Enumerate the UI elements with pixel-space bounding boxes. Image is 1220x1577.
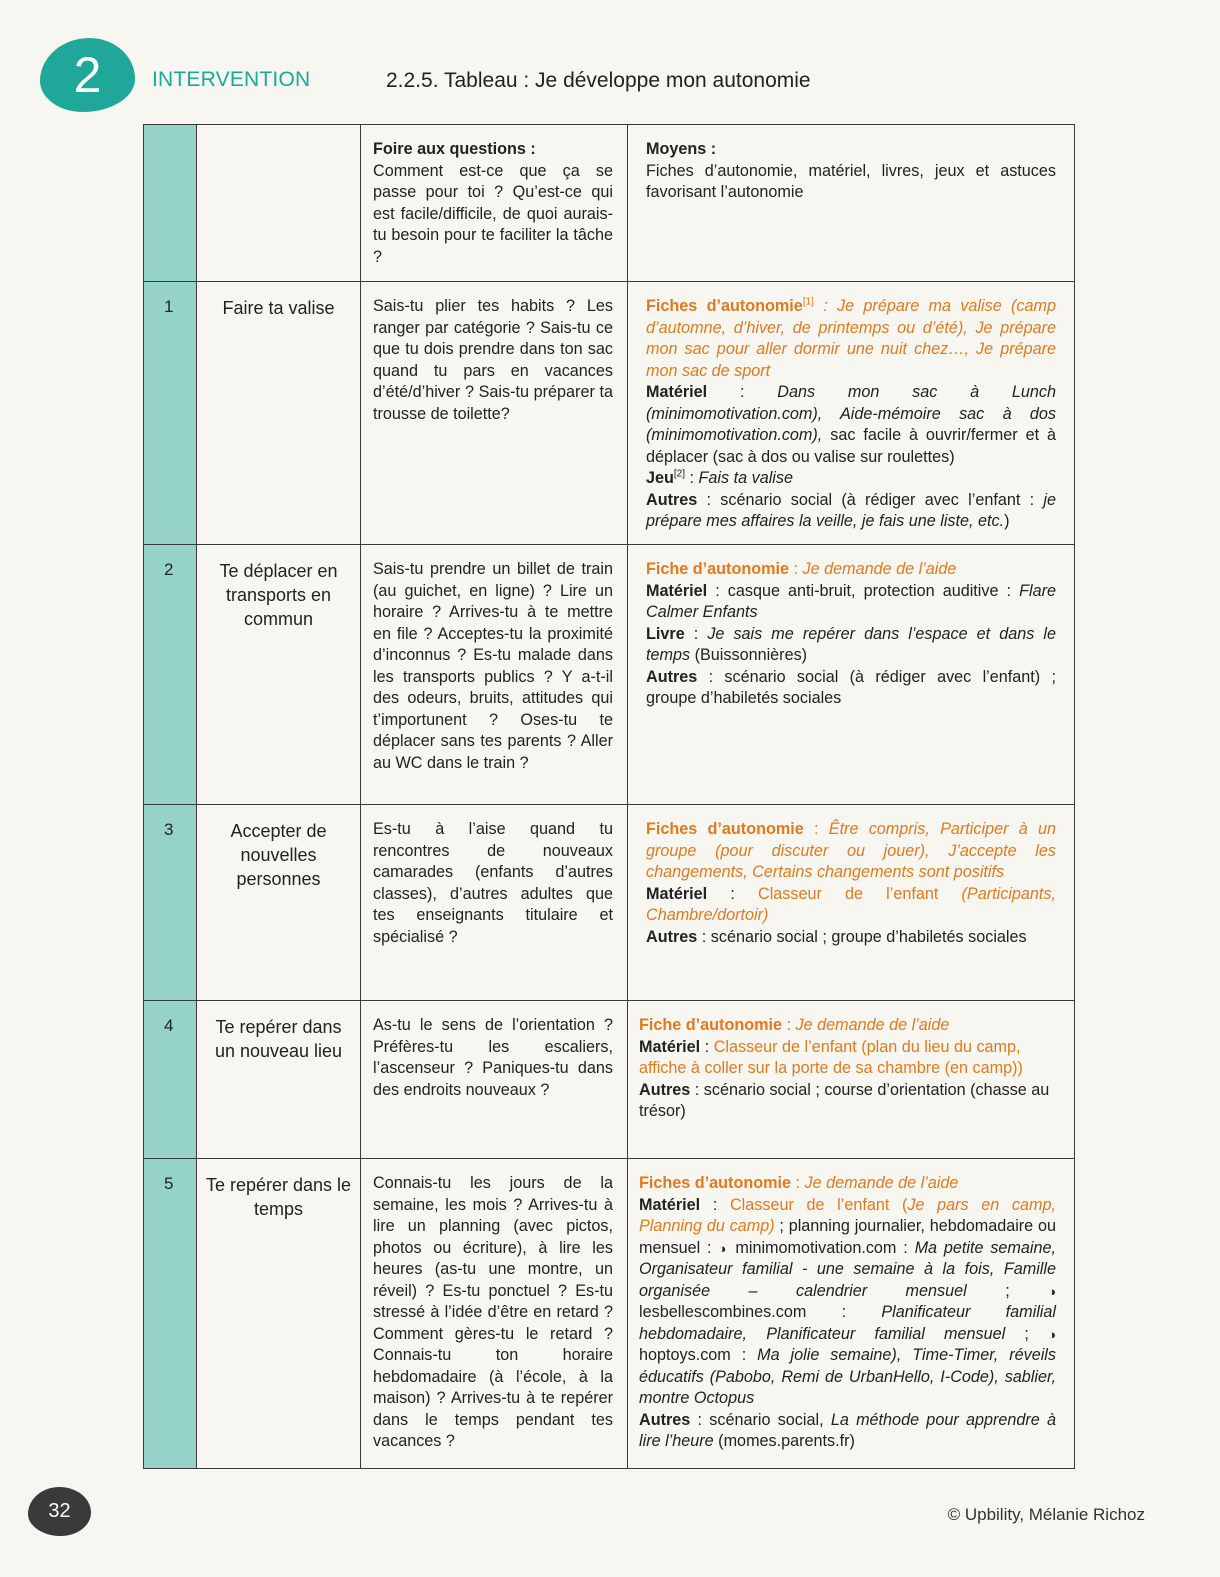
circle-arrow-icon: ◑ bbox=[1048, 1283, 1056, 1299]
materiel-text: : bbox=[896, 1238, 915, 1257]
materiel-italic: Flare Calmer Enfants bbox=[646, 581, 1056, 621]
autres-text: : scénario social, bbox=[690, 1410, 831, 1429]
jeu-text: Fais ta valise bbox=[698, 469, 793, 487]
means-cell bbox=[628, 125, 1075, 282]
materiel-text: ; planning journalier, hebdomadaire ou mensuel : bbox=[639, 1217, 1056, 1257]
autres-label: Autres bbox=[646, 927, 698, 946]
fiches-text: : Je prépare ma valise (camp d’automne, d’hiver, de printemps ou d’été), Je prépare mon sac pour aller dormir une nuit chez…, Je prépare mon sac de sport bbox=[646, 297, 1056, 380]
row-questions: Es-tu à l’aise quand tu rencontres de nouveaux camarades (enfants d’autres classes), d’autres adultes que tes enseignants titulaire et spécialisé ? bbox=[361, 805, 628, 1001]
autres-label: Autres bbox=[639, 1410, 691, 1429]
autres-text: : scénario social ; groupe d’habiletés sociales bbox=[697, 927, 1027, 946]
site-link: lesbellescombines.com bbox=[639, 1303, 807, 1321]
autres-italic: je prépare mes affaires la veille, je fais une liste, etc. bbox=[646, 490, 1056, 530]
materiel-label: Matériel bbox=[646, 581, 708, 600]
materiel-italic: Ma jolie semaine), Time-Timer, réveils éducatifs (Pabobo, Remi de UrbanHello, I-Code), sablier, montre Octopus bbox=[639, 1346, 1056, 1407]
materiel-text: : bbox=[730, 1346, 758, 1364]
copyright: © Upbility, Mélanie Richoz bbox=[947, 1505, 1145, 1524]
row-means: Fiches d’autonomie : Être compris, Participer à un groupe (pour discuter ou jouer), J’accepte les changements, Certains changements sont positifs Matériel : Classeur de l’enfant (Participants, Chambre/dortoir) Autres : scénario social ; groupe d’habiletés sociales bbox=[628, 805, 1075, 1001]
fiches-label: Fiches d’autonomie bbox=[639, 1174, 792, 1192]
row-subject: Te déplacer en transports en commun bbox=[197, 545, 361, 805]
materiel-text: sac facile à ouvrir/fermer et à déplacer (sac à dos ou valise sur roulettes) bbox=[646, 426, 1056, 466]
means-text: Fiches d’autonomie, matériel, livres, jeux et astuces favorisant l’autonomie bbox=[646, 161, 1056, 201]
materiel-label: Matériel bbox=[639, 1037, 701, 1056]
section-label: INTERVENTION bbox=[152, 68, 311, 91]
materiel-italic: (Participants, Chambre/dortoir) bbox=[646, 884, 1057, 924]
fiche-label: Fiche d’autonomie bbox=[639, 1016, 783, 1034]
subject-cell bbox=[197, 125, 361, 282]
chapter-badge bbox=[40, 38, 135, 112]
questions-text: Comment est-ce que ça se passe pour toi ? Qu’est-ce qui est facile/difficile, de quoi aurais-tu besoin pour te faciliter la tâche ? bbox=[373, 161, 613, 266]
footnote-ref: [1] bbox=[802, 296, 814, 308]
row-questions: Sais-tu prendre un billet de train (au guichet, en ligne) ? Lire un horaire ? Arrives-tu à te mettre en file ? Acceptes-tu la proximité d’inconnus ? Es-tu malade dans les transports publics ? Y a-t-il des odeurs, bruits, attitudes qui t’importunent ? Oses-tu te déplacer sans tes parents ? Aller au WC dans le train ? bbox=[361, 545, 628, 805]
means-title: Moyens : bbox=[646, 140, 717, 158]
autres-label: Autres bbox=[646, 490, 698, 509]
materiel-text: : casque anti-bruit, protection auditive : bbox=[707, 581, 1020, 600]
table-row bbox=[144, 1001, 1075, 1159]
questions-title: Foire aux questions : bbox=[373, 140, 536, 158]
footnote-ref: [2] bbox=[673, 468, 686, 480]
fiche-label: Fiche d’autonomie bbox=[646, 560, 790, 578]
circle-arrow-icon: ◑ bbox=[718, 1240, 729, 1256]
materiel-italic: Ma petite semaine, Organisateur familial - une semaine à la fois, Famille organisée – calendrier mensuel bbox=[639, 1238, 1057, 1300]
row-subject: Te repérer dans le temps bbox=[197, 1159, 361, 1469]
row-questions: Sais-tu plier tes habits ? Les ranger par catégorie ? Sais-tu ce que tu dois prendre dans ton sac quand tu pars en vacances d’été/d’hiver ? Sais-tu préparer ta trousse de toilette? bbox=[361, 282, 628, 545]
table-row bbox=[144, 282, 1075, 545]
row-questions: Connais-tu les jours de la semaine, les mois ? Arrives-tu à lire un planning (avec pictos, photos ou écriture), à lire les heures (as-tu une montre, un réveil) ? Es-tu ponctuel ? Es-tu stressé à l’idée d’être en retard ? Comment gères-tu le retard ? Connais-tu ton horaire hebdomadaire (à l’école, à la maison) ? Arrives-tu à te repérer dans le temps pendant tes vacances ? bbox=[361, 1159, 628, 1469]
page-number: 32 bbox=[48, 1500, 71, 1522]
jeu-label: Jeu bbox=[646, 469, 674, 487]
materiel-label: Matériel bbox=[646, 383, 708, 401]
autres-text: : scénario social (à rédiger avec l’enfant : bbox=[697, 490, 1044, 509]
materiel-orange-italic: Je pars en camp, Planning du camp) bbox=[639, 1195, 1056, 1235]
autres-label: Autres bbox=[646, 667, 698, 686]
fiche-text: Je demande de l’aide bbox=[802, 560, 957, 578]
table-row bbox=[144, 805, 1075, 1001]
row-subject: Faire ta valise bbox=[197, 282, 361, 545]
row-subject: Te repérer dans un nouveau lieu bbox=[197, 1001, 361, 1159]
page-number-badge bbox=[28, 1487, 91, 1536]
materiel-orange: Classeur de l’enfant (plan du lieu du camp, affiche à coller sur la porte de sa chambre (en camp)) bbox=[639, 1037, 1023, 1077]
autres-end: (momes.parents.fr) bbox=[713, 1432, 855, 1450]
fiches-text: Je demande de l’aide bbox=[804, 1174, 959, 1192]
fiches-label: Fiches d’autonomie bbox=[646, 297, 803, 315]
livre-label: Livre bbox=[646, 624, 685, 643]
fiches-text: Être compris, Participer à un groupe (pour discuter ou jouer), J’accepte les changements, Certains changements sont positifs bbox=[646, 820, 1056, 881]
materiel-italic: Dans mon sac à Lunch (minimomotivation.com), Aide-mémoire sac à dos (minimomotivation.com), bbox=[646, 383, 1056, 444]
chapter-number: 2 bbox=[73, 47, 102, 103]
fiches-label: Fiches d’autonomie bbox=[646, 820, 804, 838]
row-number: 5 bbox=[144, 1159, 197, 1469]
autonomy-table bbox=[143, 124, 1075, 1469]
row-number: 3 bbox=[144, 805, 197, 1001]
materiel-text: : bbox=[806, 1303, 882, 1321]
site-link: hoptoys.com bbox=[639, 1346, 731, 1364]
table-row bbox=[144, 545, 1075, 805]
site-link: minimomotivation.com bbox=[735, 1238, 897, 1257]
materiel-label: Matériel bbox=[639, 1195, 701, 1214]
autres-text: : scénario social ; course d’orientation (chasse au trésor) bbox=[639, 1080, 1050, 1120]
row-number: 2 bbox=[144, 545, 197, 805]
materiel-orange: Classeur de l’enfant bbox=[758, 884, 939, 903]
row-subject: Accepter de nouvelles personnes bbox=[197, 805, 361, 1001]
table-header-row bbox=[144, 125, 1075, 282]
autres-end: ) bbox=[1004, 512, 1010, 530]
materiel-label: Matériel bbox=[646, 884, 708, 903]
page-title: 2.2.5. Tableau : Je développe mon autonomie bbox=[386, 69, 811, 92]
fiche-text: Je demande de l’aide bbox=[795, 1016, 950, 1034]
row-means: Fiches d’autonomie : Je demande de l’aide Matériel : Classeur de l’enfant (Je pars en camp, Planning du camp) ; planning journalier, hebdomadaire ou mensuel : ◑ minimomotivation.com : Ma petite semaine, Organisateur familial - une semaine à la fois, Famille organisée – calendrier mensuel ; ◑ lesbellescombines.com : Planificateur familial hebdomadaire, Planificateur familial mensuel ; ◑ hoptoys.com : Ma jolie semaine), Time-Timer, réveils éducatifs (Pabobo, Remi de UrbanHello, I-Code), sablier, montre Octopus Autres : scénario social, La méthode pour apprendre à lire l’heure (momes.parents.fr) bbox=[628, 1159, 1075, 1469]
row-number: 4 bbox=[144, 1001, 197, 1159]
materiel-orange: Classeur de l’enfant ( bbox=[729, 1195, 908, 1214]
materiel-text: ; bbox=[1005, 1324, 1049, 1343]
questions-cell bbox=[361, 125, 628, 282]
row-means: Fiche d’autonomie : Je demande de l’aide Matériel : casque anti-bruit, protection auditive : Flare Calmer Enfants Livre : Je sais me repérer dans l’espace et dans le temps (Buissonnières) Autres : scénario social (à rédiger avec l’enfant) ; groupe d’habiletés sociales bbox=[628, 545, 1075, 805]
livre-italic: Je sais me repérer dans l’espace et dans le temps bbox=[646, 624, 1056, 664]
autres-italic: La méthode pour apprendre à lire l’heure bbox=[639, 1410, 1056, 1450]
row-means: Fiche d’autonomie : Je demande de l’aide Matériel : Classeur de l’enfant (plan du lieu du camp, affiche à coller sur la porte de sa chambre (en camp)) Autres : scénario social ; course d’orientation (chasse au trésor) bbox=[628, 1001, 1075, 1159]
row-means: Fiches d’autonomie[1] : Je prépare ma valise (camp d’automne, d’hiver, de printemps ou d’été), Je prépare mon sac pour aller dormir une nuit chez…, Je prépare mon sac de sport Matériel : Dans mon sac à Lunch (minimomotivation.com), Aide-mémoire sac à dos (minimomotivation.com), sac facile à ouvrir/fermer et à déplacer (sac à dos ou valise sur roulettes) Jeu[2] : Fais ta valise Autres : scénario social (à rédiger avec l’enfant : je prépare mes affaires la veille, je fais une liste, etc.) bbox=[628, 282, 1075, 545]
row-number: 1 bbox=[144, 282, 197, 545]
materiel-text: ; bbox=[966, 1281, 1049, 1300]
materiel-italic: Planificateur familial hebdomadaire, Planificateur familial mensuel bbox=[639, 1303, 1056, 1343]
table-row bbox=[144, 1159, 1075, 1469]
autres-label: Autres bbox=[639, 1080, 691, 1099]
livre-text: (Buissonnières) bbox=[690, 646, 808, 664]
row-questions: As-tu le sens de l’orientation ? Préfères-tu les escaliers, l’ascenseur ? Paniques-tu dans des endroits nouveaux ? bbox=[361, 1001, 628, 1159]
autres-text: : scénario social (à rédiger avec l’enfant) ; groupe d’habiletés sociales bbox=[646, 667, 1056, 707]
circle-arrow-icon: ◑ bbox=[1048, 1326, 1056, 1342]
num-cell bbox=[144, 125, 197, 282]
